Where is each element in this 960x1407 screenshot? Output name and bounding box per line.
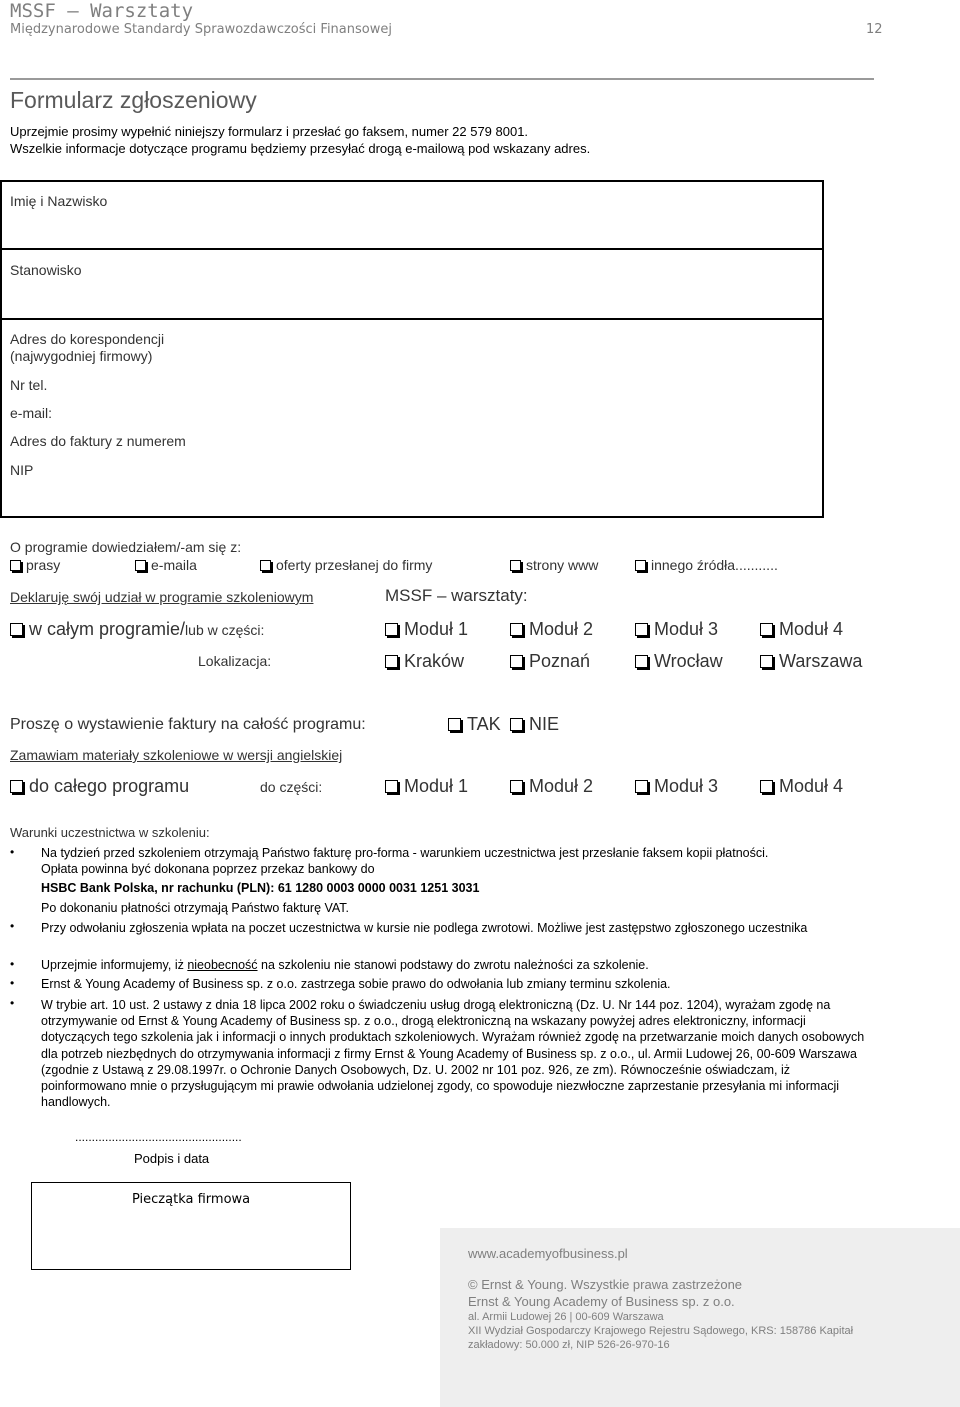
location-poznan[interactable]: Poznań: [510, 651, 590, 672]
form-title: Formularz zgłoszeniowy: [10, 87, 257, 113]
checkbox-icon[interactable]: [135, 560, 146, 571]
signature-label: Podpis i data: [134, 1151, 210, 1166]
bullet-icon: •: [10, 996, 15, 1010]
checkbox-icon[interactable]: [760, 623, 773, 636]
checkbox-icon[interactable]: [510, 718, 523, 731]
document-header-title: MSSF – Warsztaty: [10, 0, 194, 22]
bullet-icon: •: [10, 919, 15, 933]
materials-part-label: do części:: [260, 779, 323, 795]
materials-whole-program[interactable]: do całego programu: [10, 776, 189, 797]
checkbox-icon[interactable]: [760, 780, 773, 793]
field-name[interactable]: Imię i Nazwisko: [10, 193, 108, 209]
participation-declaration: Deklaruję swój udział w programie szkoleniowym: [10, 589, 314, 605]
field-email[interactable]: e-mail:: [10, 405, 53, 421]
condition-1-line-4: Po dokonaniu płatności otrzymają Państwo fakturę VAT.: [41, 901, 350, 915]
bullet-icon: •: [10, 976, 15, 990]
materials-module-4[interactable]: Moduł 4: [760, 776, 843, 797]
location-warszawa[interactable]: Warszawa: [760, 651, 862, 672]
footer-address: al. Armii Ludowej 26 | 00-609 Warszawa: [468, 1311, 664, 1323]
field-nip[interactable]: NIP: [10, 462, 34, 478]
condition-2: Przy odwołaniu zgłoszenia wpłata na poczet uczestnictwa w kursie nie podlega zwrotowi. Możliwe jest zastępstwo zgłoszonego uczestnika: [41, 921, 808, 935]
intro-line-2: Wszelkie informacje dotyczące programu będziemy przesyłać drogą e-mailową pod wskazany adres.: [10, 141, 591, 156]
source-question: O programie dowiedziałem/-am się z:: [10, 539, 242, 555]
materials-module-3[interactable]: Moduł 3: [635, 776, 718, 797]
checkbox-icon[interactable]: [635, 560, 646, 571]
checkbox-icon[interactable]: [385, 780, 398, 793]
document-header-subtitle: Międzynarodowe Standardy Sprawozdawczości Finansowej: [10, 22, 392, 37]
checkbox-icon[interactable]: [635, 655, 648, 668]
location-label: Lokalizacja:: [198, 653, 272, 669]
row-divider: [2, 248, 822, 250]
materials-module-1[interactable]: Moduł 1: [385, 776, 468, 797]
condition-1-line-1: Na tydzień przed szkoleniem otrzymają Państwo fakturę pro-forma - warunkiem uczestnictwa jest przesłanie faksem kopii płatności.: [41, 846, 769, 860]
source-option-email[interactable]: e-maila: [135, 557, 197, 573]
option-module-4[interactable]: Moduł 4: [760, 619, 843, 640]
company-stamp-label: Pieczątka firmowa: [132, 1192, 251, 1207]
checkbox-icon[interactable]: [448, 718, 461, 731]
checkbox-icon[interactable]: [510, 655, 523, 668]
field-phone[interactable]: Nr tel.: [10, 377, 48, 393]
row-divider: [2, 318, 822, 320]
condition-5-consent: W trybie art. 10 ust. 2 ustawy z dnia 18 lipca 2002 roku o świadczeniu usług drogą elektroniczną (Dz. U. Nr 144 poz. 1204), wyrażam zgodę na otrzymywanie od Ernst & Young Academy of Business sp. z o.o., drogą elektroniczną na wskazany powyżej adres elektroniczny, informacji dotyczących tego szkolenia jak i informacji o innych produktach szkoleniowych. Wyrażam również zgodę na przetwarzanie moich danych osobowych dla potrzeb niezbędnych do otrzymywania informacji z firmy Ernst & Young Academy of Business sp. z o.o., ul. Armii Ludowej 26, 00-609 Warszawa (zgodnie z Ustawą z 29.08.1997r. o Ochronie Danych Osobowych, Dz. U. 2002 nr 101 poz. 926, ze zm). Równocześnie oświadczam, iż poinformowano mnie o przysługującym mi prawie odwołania udzielonej zgody, co spowoduje niezwłoczne zaprzestanie przesyłania mi informacji handlowych.: [41, 998, 865, 1110]
option-whole-program[interactable]: w całym programie/lub w części:: [10, 619, 264, 640]
field-position[interactable]: Stanowisko: [10, 262, 82, 278]
option-module-3[interactable]: Moduł 3: [635, 619, 718, 640]
option-module-1[interactable]: Moduł 1: [385, 619, 468, 640]
invoice-question: Proszę o wystawienie faktury na całość programu:: [10, 716, 366, 733]
footer-registry-line-2: zakładowy: 50.000 zł, NIP 526-26-970-16: [468, 1339, 670, 1351]
bullet-icon: •: [10, 957, 15, 971]
source-option-press[interactable]: prasy: [10, 557, 60, 573]
checkbox-icon[interactable]: [10, 780, 23, 793]
invoice-no[interactable]: NIE: [510, 714, 559, 735]
program-name: MSSF – warsztaty:: [385, 586, 528, 605]
checkbox-icon[interactable]: [10, 560, 21, 571]
checkbox-icon[interactable]: [10, 623, 23, 636]
materials-title: Zamawiam materiały szkoleniowe w wersji angielskiej: [10, 747, 343, 763]
footer-url[interactable]: www.academyofbusiness.pl: [468, 1246, 628, 1261]
page-number: 12: [866, 22, 883, 37]
conditions-title: Warunki uczestnictwa w szkoleniu:: [10, 825, 210, 840]
checkbox-icon[interactable]: [385, 623, 398, 636]
bullet-icon: •: [10, 845, 15, 859]
checkbox-icon[interactable]: [260, 560, 271, 571]
checkbox-icon[interactable]: [510, 560, 521, 571]
invoice-yes[interactable]: TAK: [448, 714, 501, 735]
materials-module-2[interactable]: Moduł 2: [510, 776, 593, 797]
location-wroclaw[interactable]: Wrocław: [635, 651, 723, 672]
option-module-2[interactable]: Moduł 2: [510, 619, 593, 640]
source-option-offer[interactable]: oferty przesłanej do firmy: [260, 557, 432, 573]
checkbox-icon[interactable]: [760, 655, 773, 668]
field-invoice-address[interactable]: Adres do faktury z numerem: [10, 433, 186, 449]
condition-4: Ernst & Young Academy of Business sp. z o.o. zastrzega sobie prawo do odwołania lub zmiany terminu szkolenia.: [41, 977, 671, 991]
checkbox-icon[interactable]: [510, 623, 523, 636]
intro-line-1: Uprzejmie prosimy wypełnić niniejszy formularz i przesłać go faksem, numer 22 579 8001.: [10, 124, 529, 139]
signature-line[interactable]: ..................................................: [75, 1130, 242, 1144]
checkbox-icon[interactable]: [635, 780, 648, 793]
condition-3: Uprzejmie informujemy, iż nieobecność na szkoleniu nie stanowi podstawy do zwrotu należności za szkolenie.: [41, 958, 649, 972]
footer-copyright: © Ernst & Young. Wszystkie prawa zastrzeżone: [468, 1277, 743, 1292]
checkbox-icon[interactable]: [385, 655, 398, 668]
condition-1-bank-account: HSBC Bank Polska, nr rachunku (PLN): 61 1280 0003 0000 0031 1251 3031: [41, 881, 480, 895]
location-krakow[interactable]: Kraków: [385, 651, 464, 672]
source-option-website[interactable]: strony www: [510, 557, 598, 573]
checkbox-icon[interactable]: [635, 623, 648, 636]
footer-company: Ernst & Young Academy of Business sp. z o.o.: [468, 1294, 735, 1309]
source-option-other[interactable]: innego źródła...........: [635, 557, 778, 573]
condition-1-line-2: Opłata powinna być dokonana poprzez przekaz bankowy do: [41, 862, 375, 876]
header-divider: [10, 78, 874, 80]
footer-registry-line-1: XII Wydział Gospodarczy Krajowego Rejestru Sądowego, KRS: 158786 Kapitał: [468, 1325, 854, 1337]
field-address-line-1[interactable]: Adres do korespondencji: [10, 331, 165, 347]
checkbox-icon[interactable]: [510, 780, 523, 793]
field-address-line-2: (najwygodniej firmowy): [10, 348, 153, 364]
